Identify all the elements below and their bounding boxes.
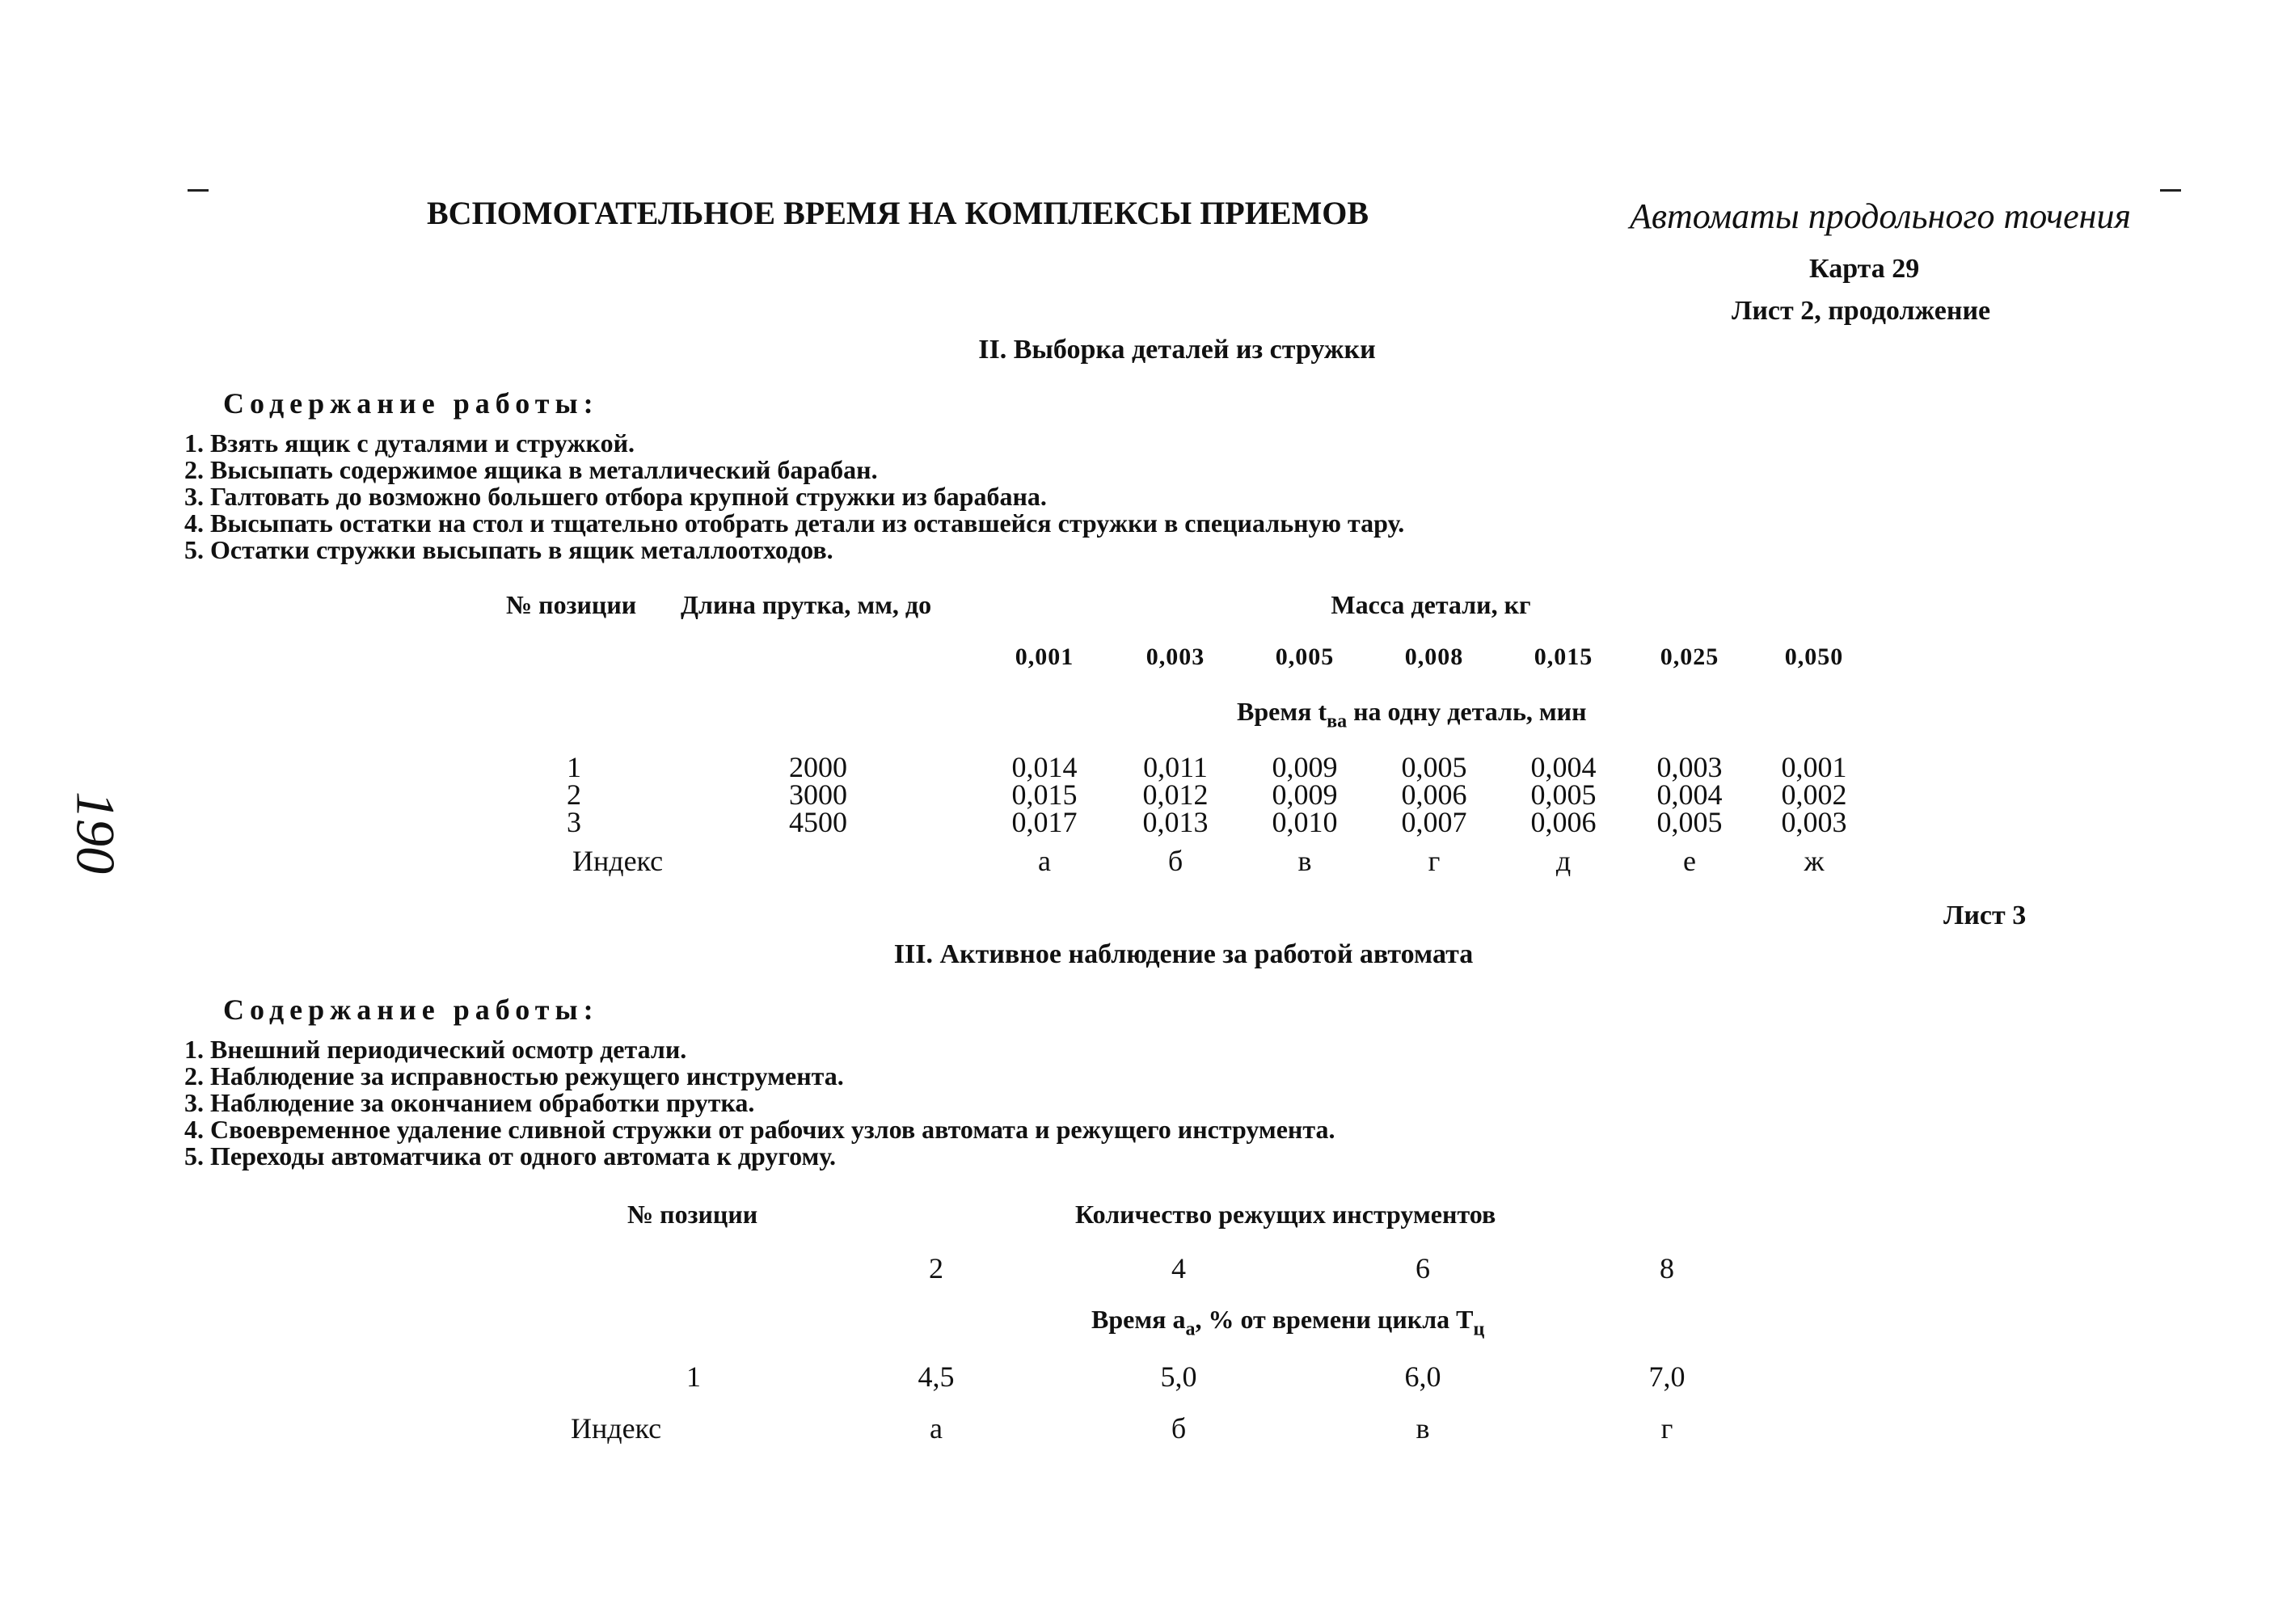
table-cell: 5,0 [1160, 1360, 1197, 1393]
index-cell: а [930, 1412, 943, 1445]
table-cell: 0,009 [1272, 778, 1338, 811]
list-item: 5. Переходы автоматчика от одного автомата к другому. [184, 1141, 837, 1171]
tools-header: 2 [929, 1252, 943, 1284]
table-cell: 0,005 [1401, 751, 1467, 783]
index-cell: г [1428, 845, 1441, 877]
mass-header: 0,050 [1784, 643, 1844, 670]
list-item: 4. Высыпать остатки на стол и тщательно отобрать детали из оставшейся стружки в специальную тару. [184, 508, 1405, 538]
list-item: 2. Высыпать содержимое ящика в металлический барабан. [184, 455, 878, 484]
mass-header: 0,025 [1660, 643, 1719, 670]
table-cell: 6,0 [1404, 1360, 1441, 1393]
list-item: 5. Остатки стружки высыпать в ящик металлоотходов. [184, 535, 833, 564]
section3-work-label: Содержание работы: [223, 993, 599, 1026]
index-cell: ж [1804, 845, 1825, 877]
card-label: Карта 29 [1809, 254, 1920, 284]
table-cell: 0,015 [1011, 778, 1078, 811]
row-length: 2000 [789, 751, 847, 783]
mass-header: 0,005 [1275, 643, 1335, 670]
col-mass-header: Масса детали, кг [1331, 590, 1531, 619]
index-cell: д [1555, 845, 1572, 877]
list-item: 1. Внешний периодический осмотр детали. [184, 1035, 687, 1064]
table-cell: 0,013 [1142, 806, 1209, 838]
table-cell: 0,006 [1530, 806, 1597, 838]
table-cell: 0,009 [1272, 751, 1338, 783]
table-cell: 7,0 [1648, 1360, 1686, 1393]
corner-mark-right [2160, 189, 2181, 192]
table-cell: 0,003 [1781, 806, 1847, 838]
corner-mark-left [188, 189, 209, 192]
mass-header: 0,008 [1404, 643, 1464, 670]
row-position: 3 [567, 806, 581, 838]
index-label: Индекс [572, 845, 664, 877]
col-position-header: № позиции [506, 590, 637, 619]
col-length-header: Длина прутка, мм, до [681, 590, 932, 619]
row-position: 1 [567, 751, 581, 783]
list-item: 3. Галтовать до возможно большего отбора крупной стружки из барабана. [184, 482, 1047, 511]
category-label: Автоматы продольного точения [1630, 196, 2131, 236]
table-cell: 0,004 [1656, 778, 1723, 811]
sheet-label: Лист 2, продолжение [1732, 296, 1991, 326]
table-cell: 0,001 [1781, 751, 1847, 783]
table-cell: 0,017 [1011, 806, 1078, 838]
index-cell: в [1297, 845, 1312, 877]
table-cell: 0,014 [1011, 751, 1078, 783]
page-number: 190 [65, 791, 127, 874]
tools-header: 6 [1416, 1252, 1430, 1284]
row-position: 2 [567, 778, 581, 811]
tools-header: 4 [1171, 1252, 1186, 1284]
tools-header: 8 [1660, 1252, 1674, 1284]
index-cell: е [1683, 845, 1696, 877]
col-position-header: № позиции [627, 1200, 758, 1229]
list-item: 3. Наблюдение за окончанием обработки прутка. [184, 1088, 755, 1117]
table-cell: 0,002 [1781, 778, 1847, 811]
page-title: ВСПОМОГАТЕЛЬНОЕ ВРЕМЯ НА КОМПЛЕКСЫ ПРИЕМОВ [427, 195, 1369, 231]
mass-header: 0,001 [1015, 643, 1074, 670]
table-cell: 4,5 [918, 1360, 955, 1393]
table-cell: 0,010 [1272, 806, 1338, 838]
list-item: 1. Взять ящик с дуталями и стружкой. [184, 428, 635, 458]
section2-title: II. Выборка деталей из стружки [978, 335, 1376, 365]
index-cell: г [1660, 1412, 1673, 1445]
time-unit-label: Время $t_{ва}$ на одну деталь, мин [1237, 697, 1587, 732]
mass-header: 0,003 [1146, 643, 1205, 670]
row-position: 1 [686, 1360, 701, 1393]
table-cell: 0,011 [1143, 751, 1208, 783]
index-cell: в [1416, 1412, 1430, 1445]
col-tools-header: Количество режущих инструментов [1075, 1200, 1496, 1229]
section3-title: III. Активное наблюдение за работой автомата [893, 939, 1474, 969]
table-cell: 0,003 [1656, 751, 1723, 783]
index-cell: б [1167, 845, 1183, 877]
list-item: 4. Своевременное удаление сливной стружки от рабочих узлов автомата и режущего инструмента. [184, 1115, 1335, 1144]
table-cell: 0,007 [1401, 806, 1467, 838]
table-cell: 0,005 [1656, 806, 1723, 838]
table-cell: 0,004 [1530, 751, 1597, 783]
index-cell: б [1171, 1412, 1187, 1445]
sheet3-label: Лист 3 [1943, 901, 2027, 930]
mass-header: 0,015 [1534, 643, 1593, 670]
time-unit-label: Время $а_а$, % от времени цикла $Т_ц$ [1091, 1305, 1485, 1340]
index-label: Индекс [571, 1412, 662, 1445]
row-length: 3000 [789, 778, 847, 811]
table-cell: 0,006 [1401, 778, 1467, 811]
index-cell: а [1038, 845, 1051, 877]
list-item: 2. Наблюдение за исправностью режущего инструмента. [184, 1061, 844, 1090]
table-cell: 0,012 [1142, 778, 1209, 811]
row-length: 4500 [789, 806, 847, 838]
section2-work-label: Содержание работы: [223, 387, 599, 420]
table-cell: 0,005 [1530, 778, 1597, 811]
